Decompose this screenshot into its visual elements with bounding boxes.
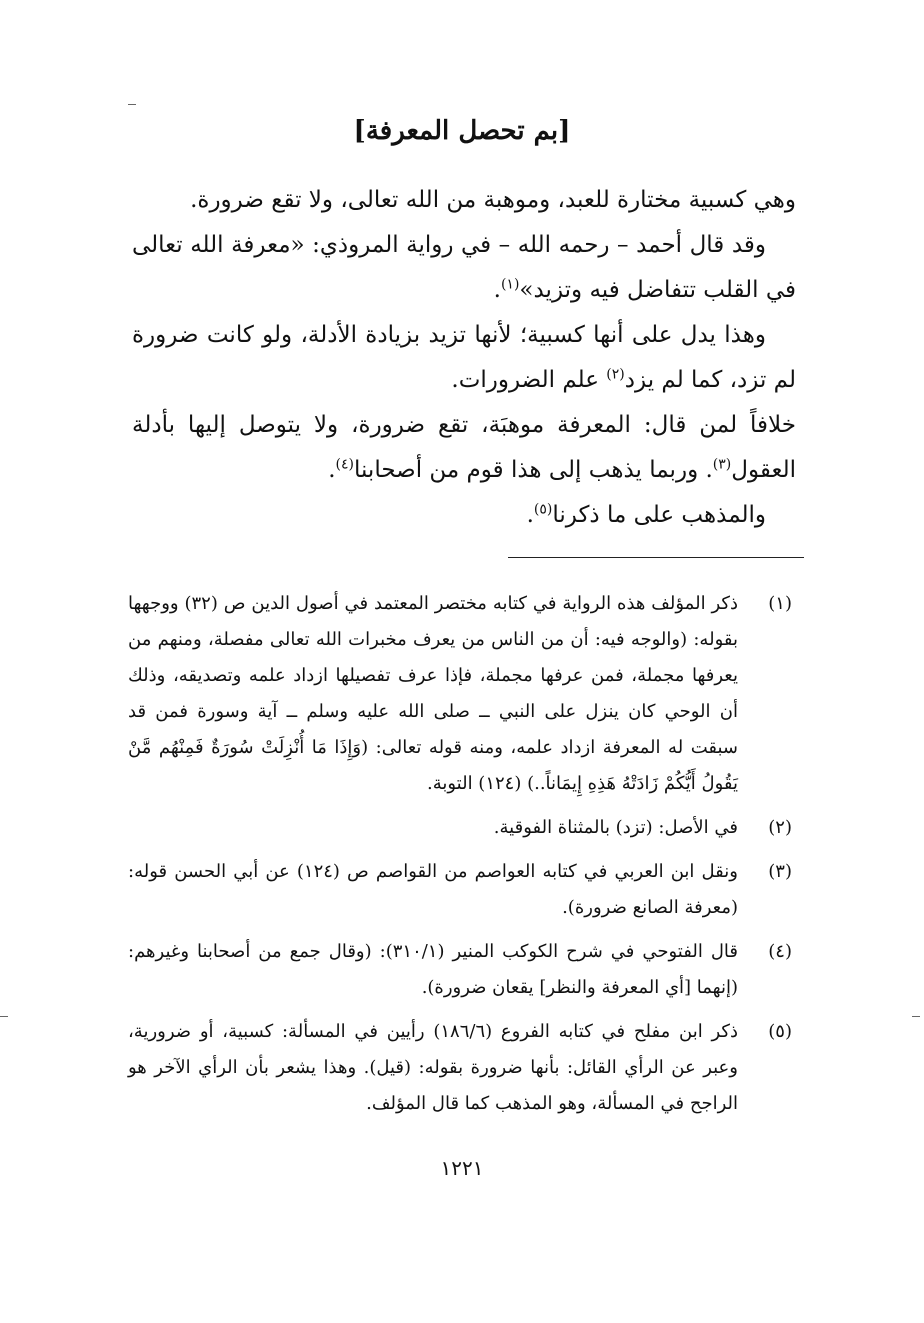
paragraph-5 <box>132 493 796 538</box>
paragraph-tail: علم الضرورات. <box>451 367 607 393</box>
page-number: ١٢٢١ <box>440 1156 484 1180</box>
paragraph-tail: . <box>328 457 336 483</box>
footnote-text: ذكر ابن مفلح في كتابه الفروع (١٨٦/٦) رأيين في المسألة: كسبية، أو ضرورية، وعبر عن الرأي القائل: بأنها ضرورة بقوله: (قيل). وهذا يشعر بأن الرأي الآخر هو الراجح في المسألة، وهو المذهب كما قال المؤلف. <box>128 1021 738 1114</box>
footnote-text: ذكر المؤلف هذه الرواية في كتابه مختصر المعتمد في أصول الدين ص (٣٢) ووجهها بقوله: (والوجه فيه: أن من الناس من يعرف مخبرات الله تعالى مفصلة، ومنهم من يعرفها مجملة، فمن عرفها مجملة، فإذا عرف تفصيلها ازداد علمه وتصديقه، وذلك أن الوحي كان ينزل على النبي ــ صلى الله عليه وسلم ــ آية وسورة فمن قد سبقت له المعرفة ازداد علمه، ومنه قوله تعالى: (وَإِذَا مَا أُنْزِلَتْ سُورَةٌ فَمِنْهُم مَّنْ يَقُولُ أَيُّكُمْ زَادَتْهُ هَذِهِ إِيمَاناً..) (١٢٤) التوبة. <box>128 593 738 794</box>
paragraph-text: وهذا يدل على أنها كسبية؛ لأنها تزيد بزيادة الأدلة، ولو كانت ضرورة لم تزد، كما لم يزد <box>132 322 796 393</box>
paragraph-2 <box>132 223 796 313</box>
footnote-number: (٣) <box>768 861 792 882</box>
footnote-number: (٢) <box>768 817 792 838</box>
scan-mark <box>128 104 136 105</box>
footnote-ref[interactable]: (٥) <box>533 501 553 518</box>
scan-mark <box>912 1016 920 1017</box>
footnote-number: (١) <box>768 593 792 614</box>
paragraph-text: وهي كسبية مختارة للعبد، وموهبة من الله تعالى، ولا تقع ضرورة. <box>190 187 796 213</box>
footnote-text: في الأصل: (تزد) بالمثناة الفوقية. <box>493 817 738 838</box>
section-title: [بم تحصل المعرفة] <box>353 116 571 146</box>
paragraph-4 <box>132 403 796 493</box>
paragraph-tail: . <box>493 277 501 303</box>
paragraph-tail: . وربما يذهب إلى هذا قوم من أصحابنا <box>353 457 713 483</box>
footnote-number: (٤) <box>768 941 792 962</box>
footnote-ref[interactable]: (٣) <box>712 456 732 473</box>
paragraph-text: خلافاً لمن قال: المعرفة موهبَة، تقع ضرورة، ولا يتوصل إليها بأدلة العقول <box>132 412 796 483</box>
footnote-text: ونقل ابن العربي في كتابه العواصم من القواصم ص (١٢٤) عن أبي الحسن قوله: (معرفة الصانع ضرورة). <box>128 861 738 918</box>
footnote <box>128 586 792 802</box>
footnote-separator <box>508 557 804 558</box>
paragraph-text: والمذهب على ما ذكرنا <box>552 502 766 528</box>
footnote <box>128 934 792 1006</box>
footnote-ref[interactable]: (٤) <box>335 456 354 473</box>
paragraph-3 <box>132 313 796 403</box>
footnotes <box>128 586 792 1130</box>
footnote <box>128 854 792 926</box>
scan-mark <box>0 1016 8 1017</box>
paragraph-tail: . <box>526 502 534 528</box>
footnote-text: قال الفتوحي في شرح الكوكب المنير (٣١٠/١): (وقال جمع من أصحابنا وغيرهم: (إنهما [أي المعرفة والنظر] يقعان ضرورة). <box>128 941 738 998</box>
paragraph-text: وقد قال أحمد – رحمه الله – في رواية المروذي: «معرفة الله تعالى في القلب تتفاضل فيه وتزيد» <box>132 232 796 303</box>
footnote <box>128 1014 792 1122</box>
main-text <box>132 178 796 538</box>
footnote-ref[interactable]: (٢) <box>606 366 625 383</box>
footnote <box>128 810 792 846</box>
paragraph-1 <box>132 178 796 223</box>
footnote-ref[interactable]: (١) <box>500 276 520 293</box>
footnote-number: (٥) <box>768 1021 792 1042</box>
